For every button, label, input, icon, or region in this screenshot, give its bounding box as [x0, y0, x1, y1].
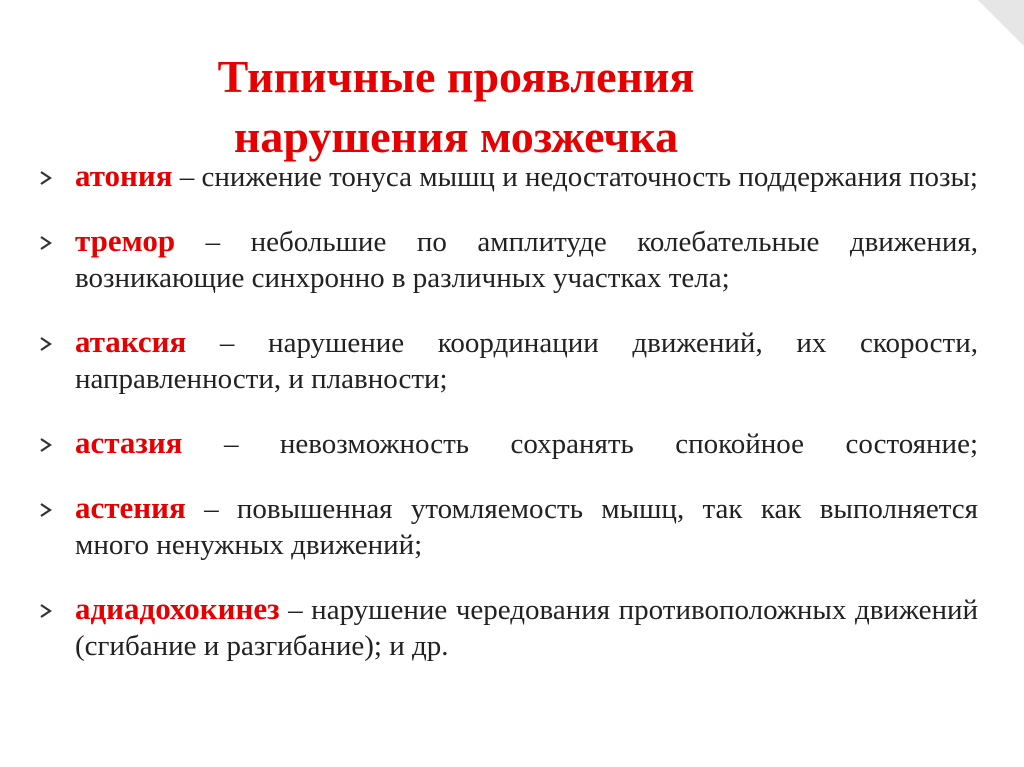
chevron-right-icon — [38, 603, 54, 619]
term-description: – снижение тонуса мышц и недостаточность поддержания позы; — [172, 161, 978, 193]
page-title — [0, 47, 912, 167]
term-description: – повышенная утомляемость мышц, так как выполняется много ненужных движений; — [75, 493, 978, 561]
chevron-right-icon — [38, 437, 54, 453]
term-description: – невозможность сохранять спокойное состояние; — [182, 428, 978, 460]
term-description: – нарушение чередования противоположных движений (сгибание и разгибание); и др. — [75, 594, 978, 662]
list-item-tremor — [38, 223, 978, 296]
list-item-ataxia — [38, 324, 978, 397]
symptom-list — [38, 158, 978, 664]
term-label: адиадохокинез — [75, 591, 280, 626]
list-item-adiadochokinesis — [38, 591, 978, 664]
term-label: атония — [75, 158, 173, 193]
corner-decoration — [978, 0, 1024, 46]
title-line-1: Типичные проявления — [217, 50, 695, 102]
term-description: – нарушение координации движений, их скорости, направленности, и плавности; — [75, 327, 978, 395]
list-item-astasia — [38, 425, 978, 462]
title-line-2: нарушения мозжечка — [233, 110, 679, 162]
chevron-right-icon — [38, 502, 54, 518]
chevron-right-icon — [38, 170, 54, 186]
list-item-atonia — [38, 158, 978, 195]
list-item-asthenia — [38, 490, 978, 563]
chevron-right-icon — [38, 336, 54, 352]
chevron-right-icon — [38, 235, 54, 251]
term-label: тремор — [75, 223, 176, 258]
term-label: астазия — [75, 425, 183, 460]
term-label: атаксия — [75, 324, 187, 359]
term-label: астения — [75, 490, 186, 525]
term-description: – небольшие по амплитуде колебательные движения, возникающие синхронно в различных участках тела; — [75, 226, 978, 294]
